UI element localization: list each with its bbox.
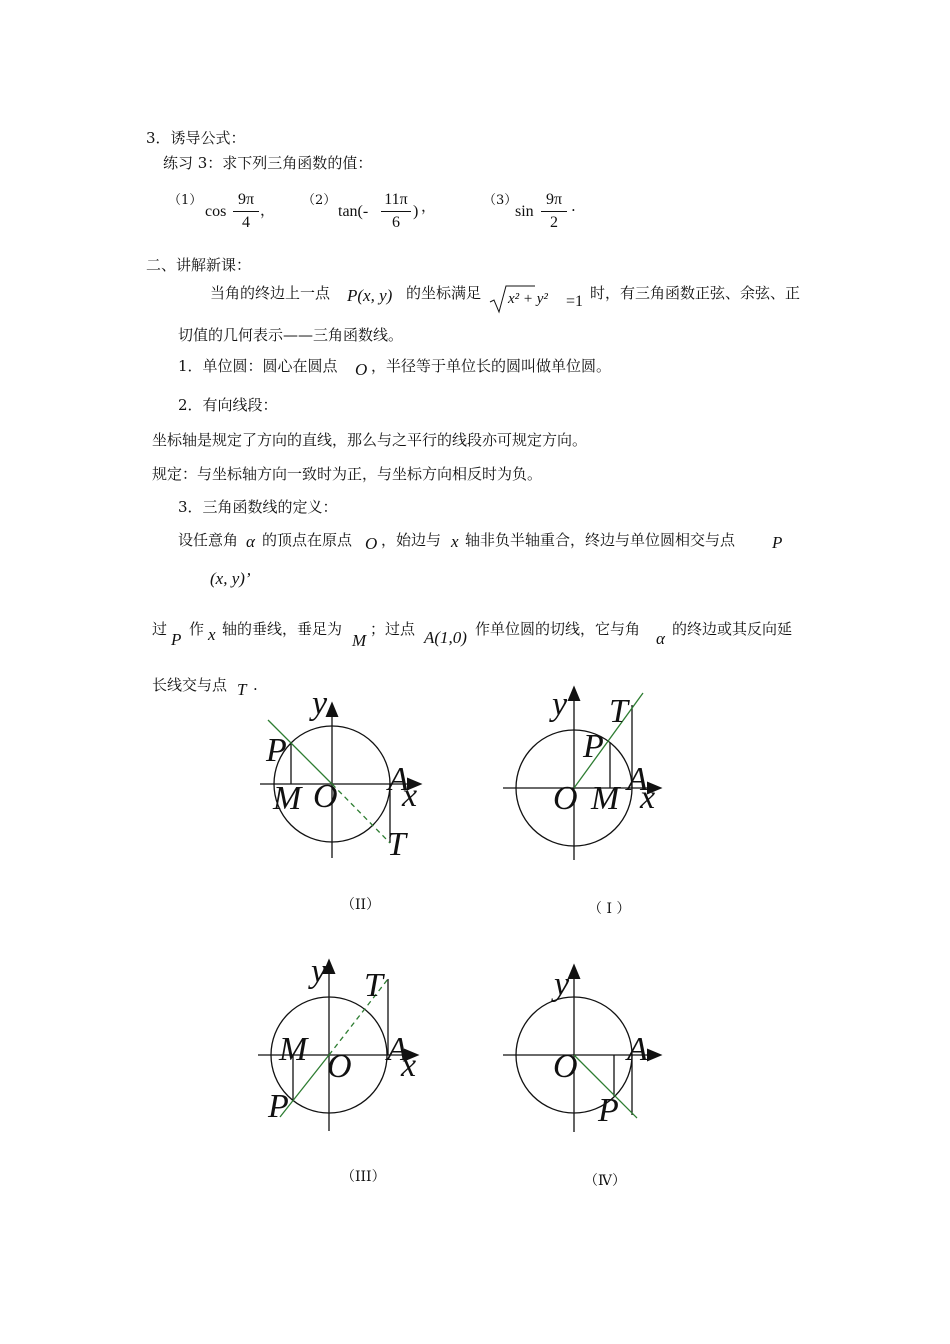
problem3-tail: .: [571, 197, 576, 215]
def2-x: x: [208, 625, 216, 644]
intro-text3: 时，有三角函数正弦、余弦、正: [590, 284, 801, 302]
def2-text-f: 的终边或其反向延: [672, 620, 793, 638]
problem3-number: （3）: [483, 193, 518, 208]
figure-4-diagram: [500, 960, 680, 1140]
item1-origin: O: [355, 360, 368, 379]
problem2-fraction: [381, 190, 411, 233]
def1-text-d: 轴非负半轴重合，终边与单位圆相交与点: [465, 531, 736, 549]
fig2-label-t: T: [387, 826, 406, 863]
def1-alpha: α: [246, 532, 255, 551]
problem2-number: （2）: [302, 193, 337, 208]
fig1-label-x: x: [640, 779, 656, 816]
fig1-label-p: P: [583, 728, 604, 765]
problem1-numerator: 9π: [237, 191, 255, 208]
def2-p: P: [171, 630, 182, 649]
def2-text-c: 轴的垂线，垂足为: [222, 620, 343, 638]
fig4-label-o: O: [553, 1048, 578, 1085]
intro-point: P(x, y): [347, 286, 393, 305]
item1-text-a: 1．单位圆：圆心在圆点: [178, 357, 338, 375]
intro-text4: 切值的几何表示——三角函数线。: [178, 326, 404, 344]
problem2-tail: ，: [421, 197, 437, 215]
fig2-caption: （II）: [341, 897, 381, 913]
sign-rule: 规定：与坐标轴方向一致时为正，与坐标方向相反时为负。: [152, 465, 543, 483]
def1-point-p: P: [772, 533, 783, 552]
def1-text-c: ，始边与: [381, 531, 442, 549]
item3-title: 3．三角函数线的定义：: [178, 498, 338, 516]
problem1-func: cos: [205, 203, 227, 220]
fig2-label-m: M: [273, 780, 302, 817]
fig3-label-p: P: [268, 1088, 289, 1125]
fig1-label-m: M: [591, 780, 620, 817]
fig2-label-y: y: [312, 685, 328, 722]
part2-title: 二、讲解新课：: [146, 256, 252, 274]
axis-note: 坐标轴是规定了方向的直线，那么与之平行的线段亦可规定方向。: [152, 431, 588, 449]
fig1-label-o: O: [553, 780, 578, 817]
fig3-label-y: y: [311, 953, 327, 990]
def2-m: M: [352, 631, 367, 650]
fig1-label-y: y: [552, 686, 568, 723]
problem3-fraction: [541, 190, 567, 233]
item1-text-b: ，半径等于单位长的圆叫做单位圆。: [371, 357, 612, 375]
def1-coords: (x, y)’: [210, 569, 251, 588]
problem1-fraction: [233, 190, 259, 233]
intro-text1: 当角的终边上一点: [210, 284, 331, 302]
problem1-tail: ，: [260, 201, 276, 219]
intro-text2: 的坐标满足: [406, 284, 482, 302]
exercise3-prompt: 练习 3：求下列三角函数的值：: [163, 154, 373, 172]
fig3-label-o: O: [327, 1048, 352, 1085]
def1-text-b: 的顶点在原点: [262, 531, 353, 549]
def1-origin: O: [365, 534, 378, 553]
fig2-label-p: P: [266, 732, 287, 769]
intro-radicand: x² + y²: [508, 291, 548, 307]
fig3-label-m: M: [279, 1031, 308, 1068]
def2-text-b: 作: [189, 620, 205, 638]
def2-text-d: ；过点: [370, 620, 416, 638]
def1-text-a: 设任意角: [178, 531, 239, 549]
fig2-label-a: A: [388, 761, 409, 798]
fig4-caption: （Ⅳ）: [584, 1173, 626, 1189]
def3-t: T: [237, 680, 247, 699]
problem1-denominator: 4: [242, 214, 250, 231]
intro-equals-one: =1: [566, 293, 584, 310]
problem2-func: tan(-: [338, 203, 369, 220]
def3-text-b: .: [253, 676, 258, 694]
fig1-label-a: A: [627, 761, 648, 798]
problem2-denominator: 6: [392, 214, 400, 231]
problem2-numerator: 11π: [384, 191, 408, 208]
def3-text-a: 长线交与点: [152, 676, 228, 694]
section3-title: 3．诱导公式：: [146, 129, 246, 147]
def2-point-a: A(1,0): [424, 628, 467, 647]
def2-alpha: α: [656, 629, 665, 648]
fig1-label-t: T: [609, 693, 628, 730]
fig4-label-p: P: [598, 1092, 619, 1129]
def1-x: x: [451, 532, 459, 551]
fig4-label-y: y: [554, 966, 570, 1003]
fig2-label-x: x: [402, 777, 418, 814]
fig3-caption: （III）: [341, 1169, 386, 1185]
figure-1-diagram: [500, 685, 680, 865]
fig3-label-x: x: [401, 1047, 417, 1084]
problem3-numerator: 9π: [545, 191, 563, 208]
fig2-label-o: O: [313, 778, 338, 815]
problem1-number: （1）: [168, 193, 203, 208]
fig4-label-a: A: [627, 1031, 648, 1068]
problem3-func: sin: [515, 203, 534, 220]
def2-text-e: 作单位圆的切线，它与角: [475, 620, 641, 638]
item2-title: 2．有向线段：: [178, 396, 278, 414]
problem2-close-paren: ): [413, 203, 419, 220]
fig3-label-a: A: [387, 1031, 408, 1068]
def2-text-a: 过: [152, 620, 168, 638]
problem3-denominator: 2: [550, 214, 558, 231]
fig3-label-t: T: [364, 967, 383, 1004]
fig1-caption: （ I ）: [588, 901, 631, 917]
